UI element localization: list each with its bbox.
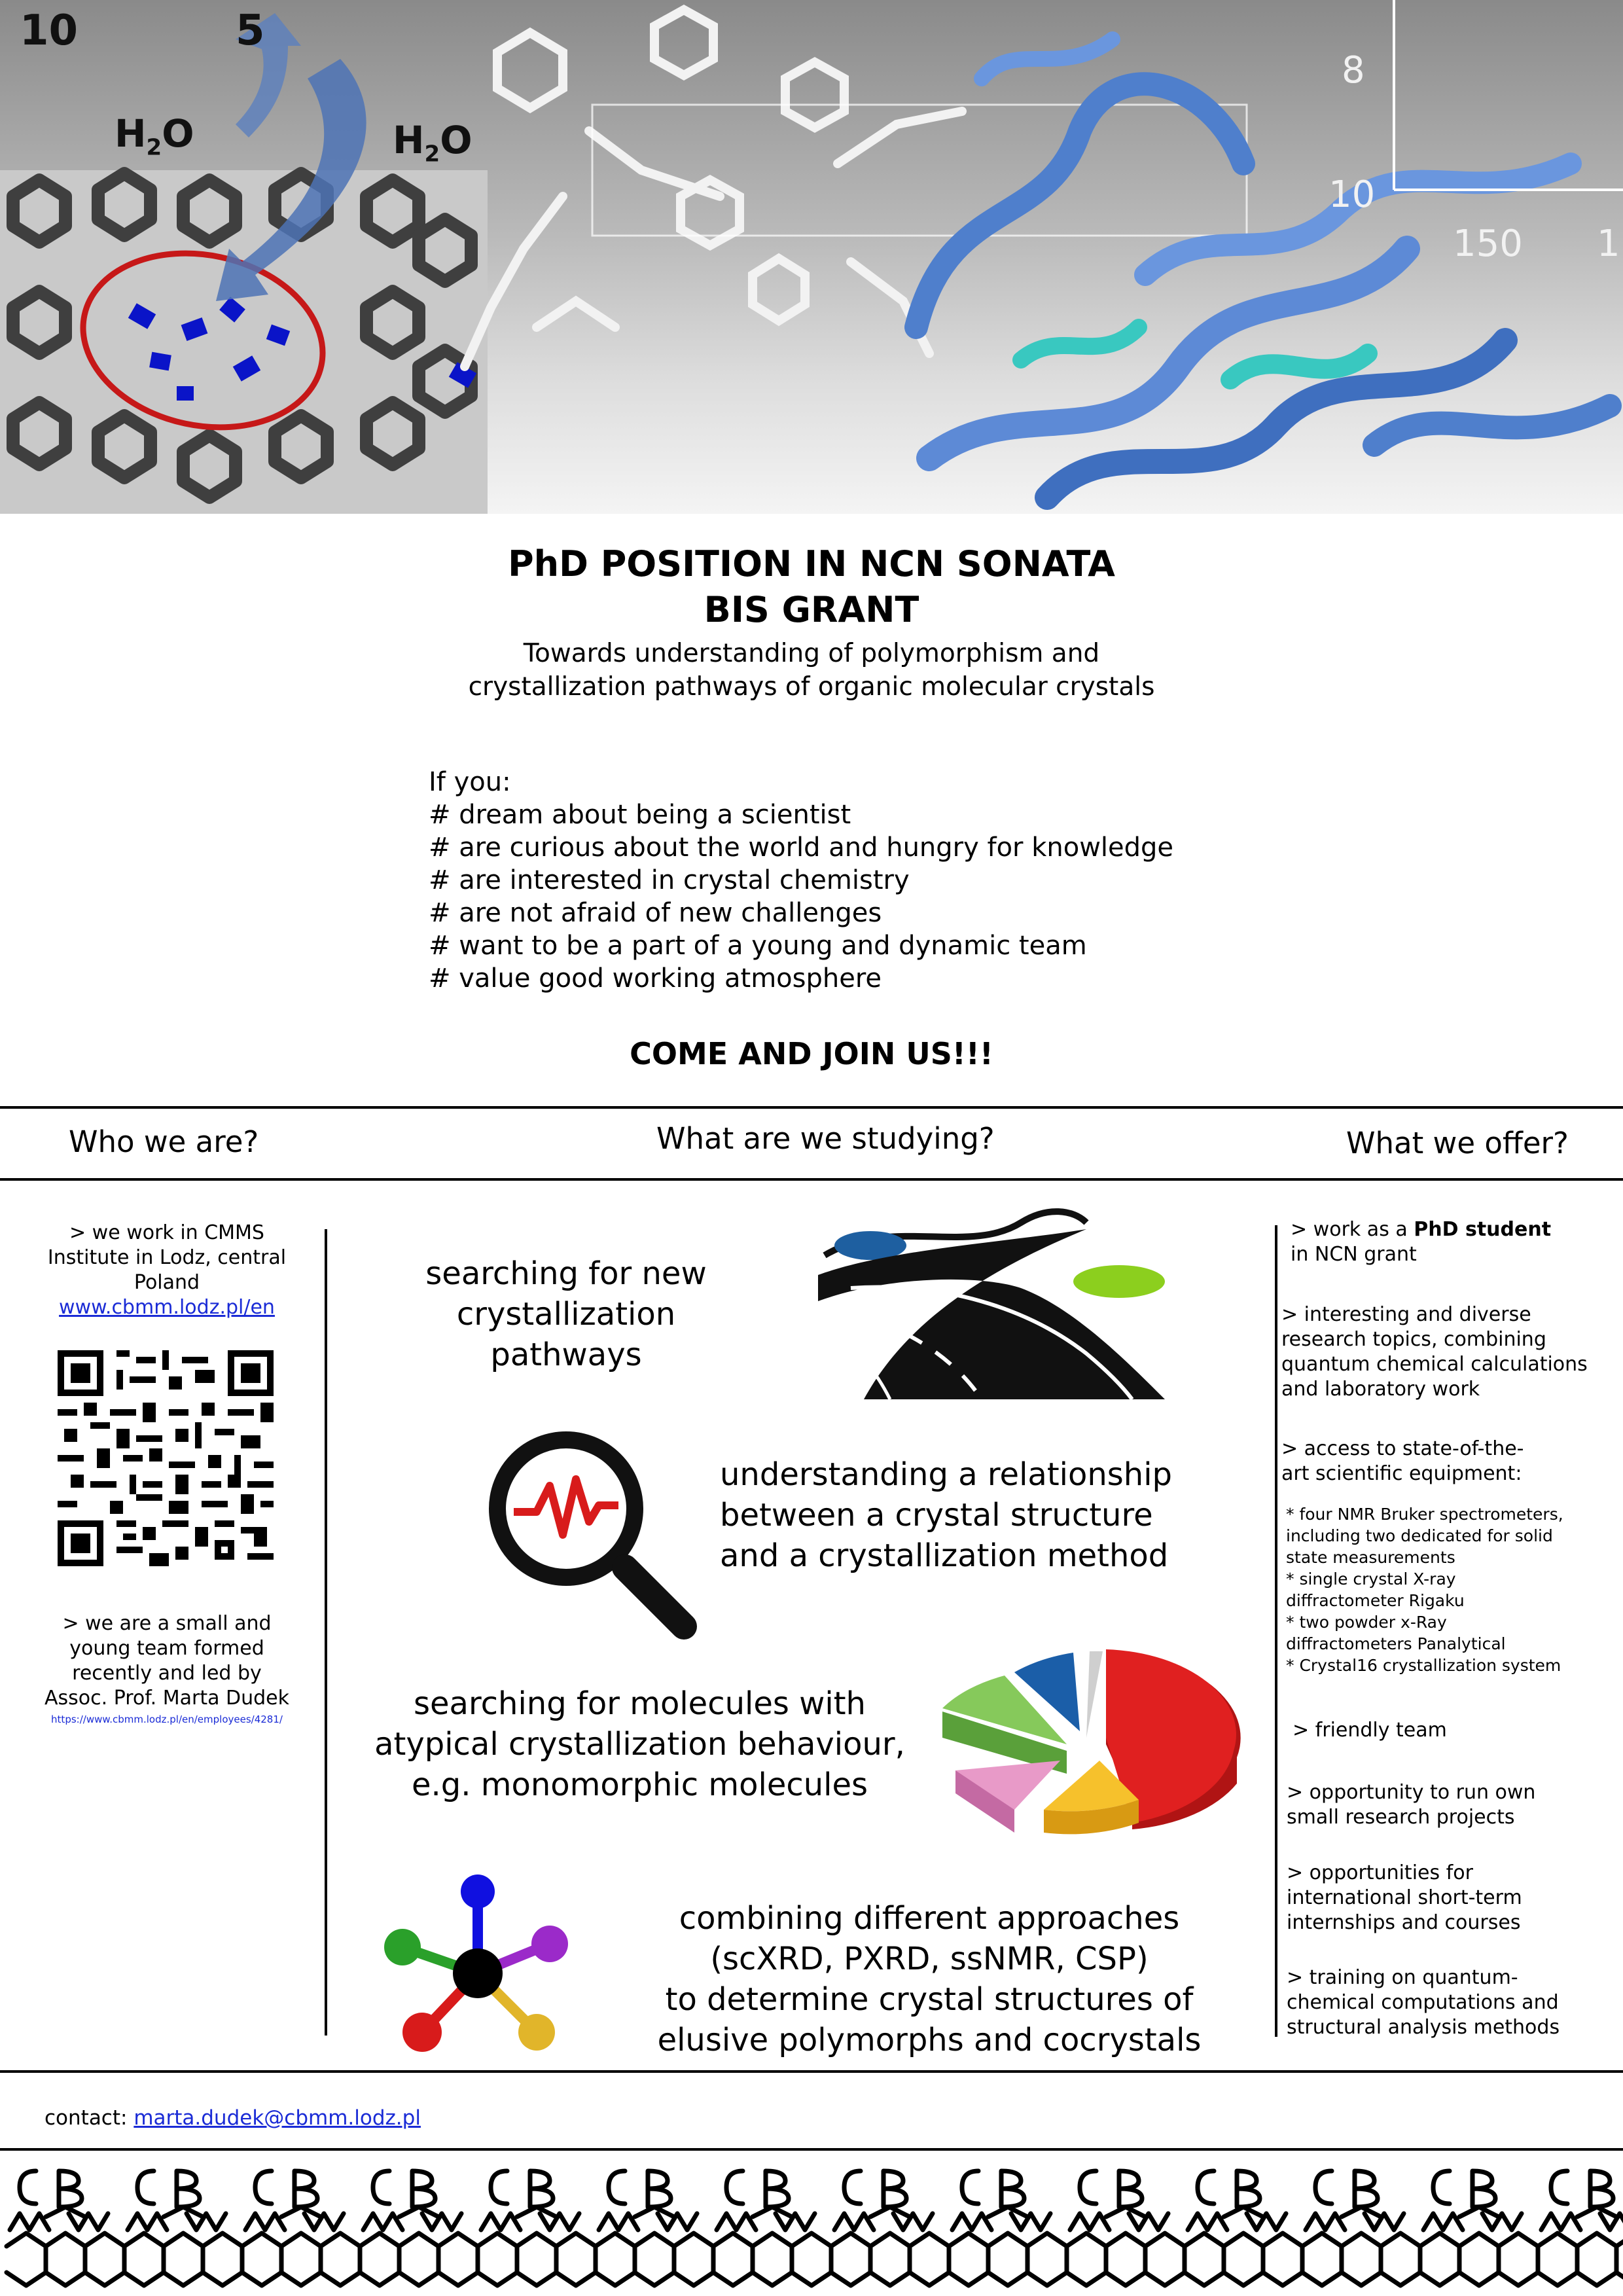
study-text: (scXRD, PXRD, ssNMR, CSP): [710, 1941, 1149, 1977]
contact-label: contact:: [45, 2106, 134, 2130]
study-item-1: [380, 1253, 753, 1375]
offer-text: > work as a: [1291, 1218, 1414, 1241]
banner-axis-label-150: 150: [1453, 223, 1523, 265]
contact-line: [45, 2106, 421, 2130]
magnifier-icon: [484, 1427, 700, 1643]
who-text: Poland: [134, 1271, 200, 1294]
if-you-item: # value good working atmosphere: [429, 963, 882, 994]
study-text: elusive polymorphs and cocrystals: [657, 2022, 1202, 2058]
qr-code-icon: [58, 1350, 274, 1566]
offer-text: internships and courses: [1287, 1911, 1521, 1934]
team-text: recently and led by: [72, 1662, 262, 1685]
offer-training: [1287, 1965, 1614, 2040]
equipment-item: * four NMR Bruker spectrometers,: [1286, 1505, 1563, 1524]
if-you-item: # are interested in crystal chemistry: [429, 865, 910, 895]
offer-text: research topics, combining: [1281, 1328, 1546, 1351]
who-we-are-block: [33, 1221, 301, 1320]
who-text: Institute in Lodz, central: [47, 1246, 287, 1269]
column-heading-study: What are we studying?: [656, 1121, 995, 1156]
banner-axis-label-8: 8: [1342, 49, 1365, 92]
equipment-item: diffractometer Rigaku: [1286, 1591, 1465, 1610]
offer-text: > access to state-of-the-: [1281, 1437, 1524, 1460]
divider-bottom: [0, 2070, 1623, 2073]
study-text: between a crystal structure: [720, 1497, 1153, 1534]
offer-text: chemical computations and: [1287, 1991, 1559, 2014]
team-block: [33, 1611, 301, 1725]
header-banner: [0, 0, 1623, 514]
profile-link[interactable]: https://www.cbmm.lodz.pl/en/employees/4281/: [51, 1713, 283, 1725]
study-text: searching for molecules with: [414, 1685, 866, 1722]
column-divider-right: [1275, 1225, 1277, 2037]
if-you-list: [429, 766, 1173, 995]
offer-text: quantum chemical calculations: [1281, 1353, 1588, 1376]
column-divider-left: [325, 1229, 327, 2036]
study-item-2: [720, 1454, 1173, 1576]
call-to-action: COME AND JOIN US!!!: [630, 1036, 993, 1071]
offer-text-bold: PhD student: [1414, 1218, 1552, 1241]
if-you-item: # dream about being a scientist: [429, 800, 851, 830]
offer-equipment-list: [1286, 1503, 1607, 1676]
footer-logo-strip: [0, 2160, 1623, 2296]
equipment-item: * Crystal16 crystallization system: [1286, 1656, 1561, 1675]
page-title-line2: BIS GRANT: [704, 589, 919, 630]
study-item-3: [370, 1683, 910, 1805]
offer-text: small research projects: [1287, 1806, 1515, 1829]
molecule-icon: [376, 1872, 579, 2055]
offer-text: art scientific equipment:: [1281, 1462, 1522, 1485]
study-text: e.g. monomorphic molecules: [411, 1767, 868, 1803]
offer-research-topics: [1281, 1302, 1609, 1402]
offer-text: > interesting and diverse: [1281, 1303, 1531, 1326]
divider-footer: [0, 2148, 1623, 2151]
equipment-item: * single crystal X-ray: [1286, 1570, 1456, 1588]
offer-own-projects: [1287, 1780, 1614, 1830]
team-text: Assoc. Prof. Marta Dudek: [44, 1687, 290, 1710]
divider-top: [0, 1106, 1623, 1109]
if-you-item: # are not afraid of new challenges: [429, 898, 882, 928]
study-text: understanding a relationship: [720, 1456, 1173, 1493]
banner-axis-label-10: 10: [1329, 173, 1376, 216]
divider-header-bottom: [0, 1178, 1623, 1181]
offer-text: and laboratory work: [1281, 1378, 1480, 1401]
banner-number-10: 10: [20, 7, 79, 55]
banner-h2o-left: $H_2O$: [115, 111, 194, 161]
equipment-item: * two powder x-Ray: [1286, 1613, 1447, 1632]
team-text: young team formed: [69, 1637, 264, 1660]
banner-number-5: 5: [236, 7, 265, 55]
offer-text: > training on quantum-: [1287, 1966, 1518, 1989]
website-link[interactable]: www.cbmm.lodz.pl/en: [59, 1296, 275, 1319]
banner-illustration: [0, 0, 1623, 514]
offer-text: international short-term: [1287, 1886, 1522, 1909]
if-you-item: # are curious about the world and hungry for knowledge: [429, 833, 1174, 863]
subtitle-line2: crystallization pathways of organic molecular crystals: [468, 672, 1155, 702]
study-text: to determine crystal structures of: [665, 1981, 1194, 2018]
offer-text: > opportunities for: [1287, 1861, 1473, 1884]
study-text: combining different approaches: [679, 1900, 1180, 1937]
column-heading-offer: What we offer?: [1346, 1126, 1569, 1160]
team-text: > we are a small and: [62, 1612, 272, 1635]
study-item-4: [628, 1898, 1230, 2060]
if-you-heading: If you:: [429, 767, 511, 797]
equipment-item: state measurements: [1286, 1548, 1455, 1567]
pie-chart-icon: [929, 1646, 1257, 1862]
page-title-line1: PhD POSITION IN NCN SONATA: [508, 543, 1115, 584]
banner-axis-label-1: 1: [1597, 223, 1620, 265]
subtitle-line1: Towards understanding of polymorphism and: [523, 639, 1100, 668]
study-text: crystallization: [456, 1296, 676, 1333]
offer-text: structural analysis methods: [1287, 2016, 1560, 2039]
banner-h2o-right: $H_2O$: [393, 118, 473, 168]
study-text: atypical crystallization behaviour,: [374, 1726, 905, 1763]
study-text: and a crystallization method: [720, 1537, 1169, 1574]
road-icon: [812, 1203, 1178, 1406]
offer-phd-student: [1291, 1217, 1618, 1267]
who-text: > we work in CMMS: [69, 1221, 264, 1244]
offer-friendly-team: > friendly team: [1293, 1719, 1447, 1742]
offer-equipment-access: [1281, 1437, 1609, 1486]
offer-text: > opportunity to run own: [1287, 1781, 1536, 1804]
study-text: pathways: [490, 1336, 642, 1373]
offer-text: in NCN grant: [1291, 1243, 1417, 1266]
column-heading-who: Who we are?: [69, 1124, 259, 1159]
contact-email-link[interactable]: marta.dudek@cbmm.lodz.pl: [134, 2106, 421, 2130]
offer-internships: [1287, 1861, 1614, 1935]
equipment-item: diffractometers Panalytical: [1286, 1634, 1506, 1653]
if-you-item: # want to be a part of a young and dynamic team: [429, 931, 1087, 961]
study-text: searching for new: [425, 1255, 707, 1292]
equipment-item: including two dedicated for solid: [1286, 1526, 1553, 1545]
